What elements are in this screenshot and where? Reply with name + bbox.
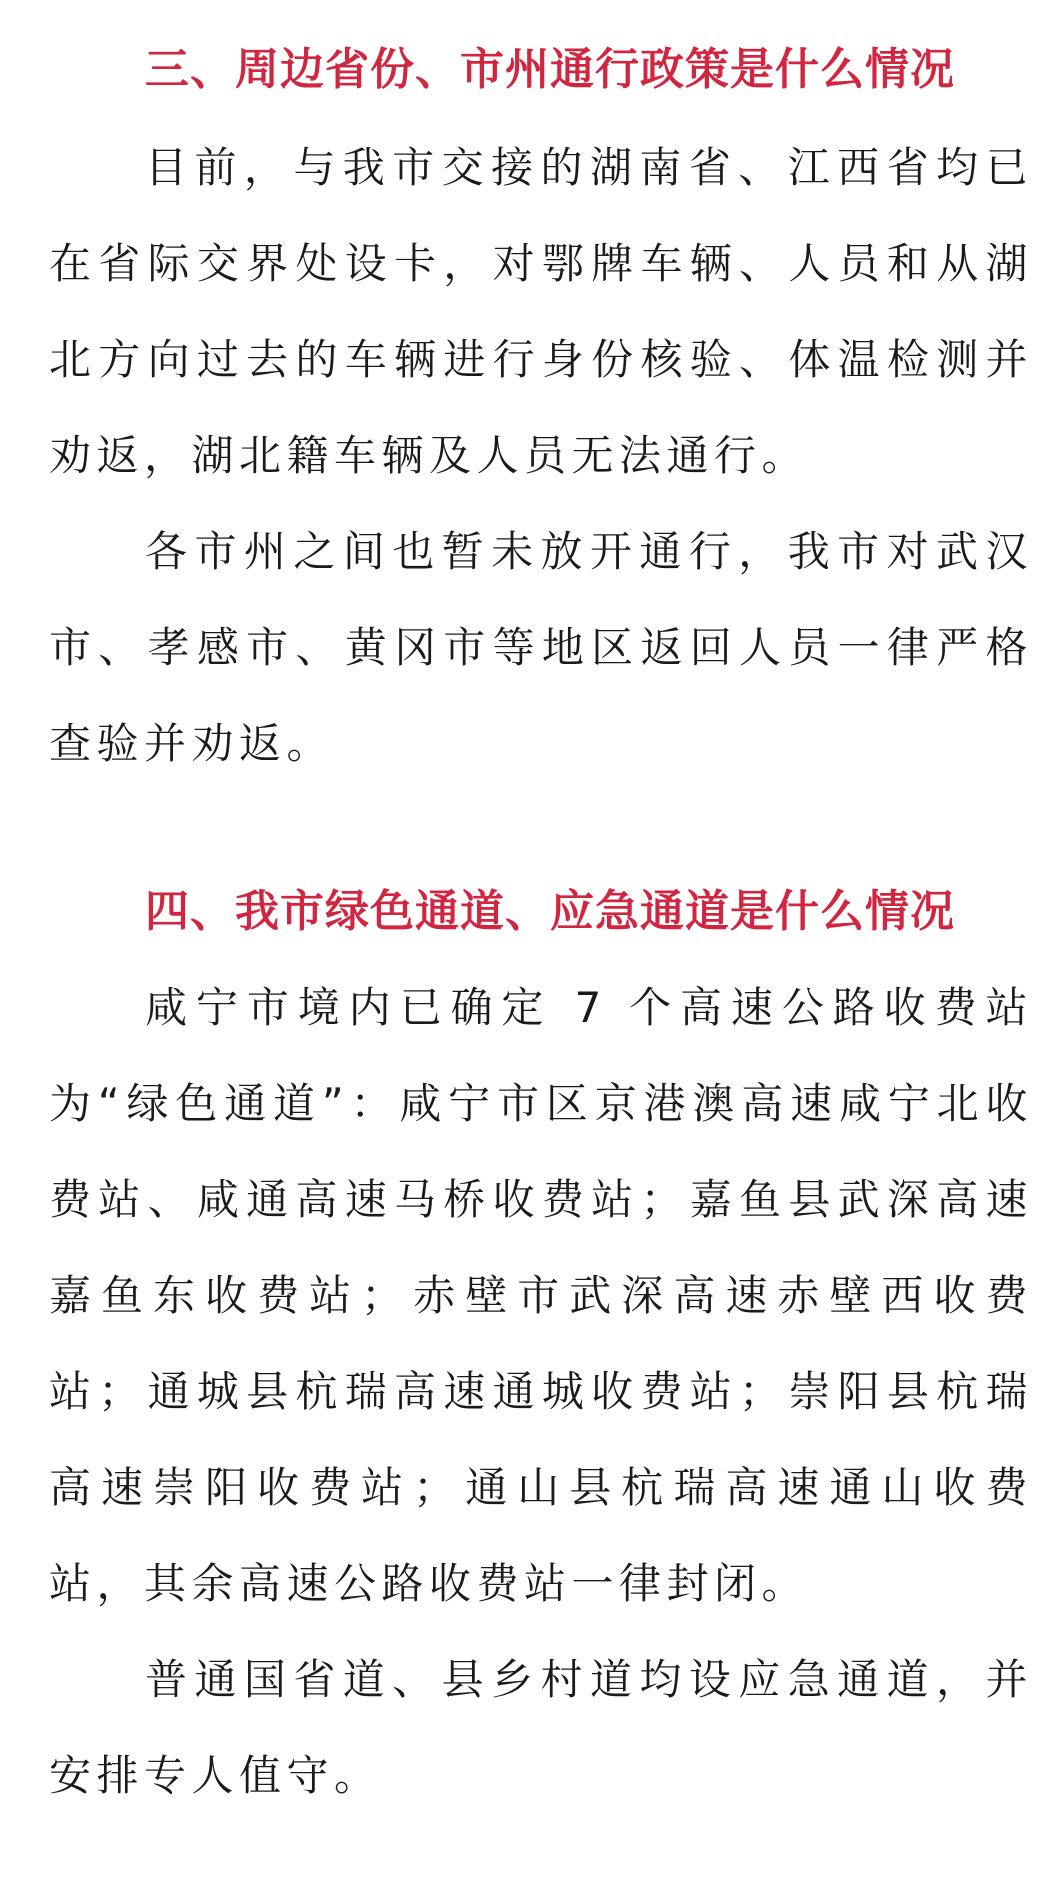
section-cross-border-policy (49, 30, 1033, 792)
paragraph: 普通国省道、县乡村道均设应急通道，并安排专人值守。 (49, 1655, 1033, 1800)
paragraph: 咸宁市境内已确定 7 个高速公路收费站为“绿色通道”：咸宁市区京港澳高速咸宁北收费站、咸通高速马桥收费站；嘉鱼县武深高速嘉鱼东收费站；赤壁市武深高速赤壁西收费站；通城县杭瑞高速通城收费站；崇阳县杭瑞高速崇阳收费站；通山县杭瑞高速通山收费站，其余高速公路收费站一律封闭。 (49, 983, 1033, 1608)
section-green-channel (49, 872, 1033, 1824)
article-body (49, 30, 1033, 1824)
paragraph: 目前，与我市交接的湖南省、江西省均已在省际交界处设卡，对鄂牌车辆、人员和从湖北方向过去的车辆进行身份核验、体温检测并劝返，湖北籍车辆及人员无法通行。 (49, 143, 1033, 480)
section-divider-space (49, 792, 1033, 872)
paragraph: 各市州之间也暂未放开通行，我市对武汉市、孝感市、黄冈市等地区返回人员一律严格查验并劝返。 (49, 527, 1033, 768)
section-heading: 四、我市绿色通道、应急通道是什么情况 (145, 886, 955, 937)
section-heading: 三、周边省份、市州通行政策是什么情况 (145, 44, 955, 95)
